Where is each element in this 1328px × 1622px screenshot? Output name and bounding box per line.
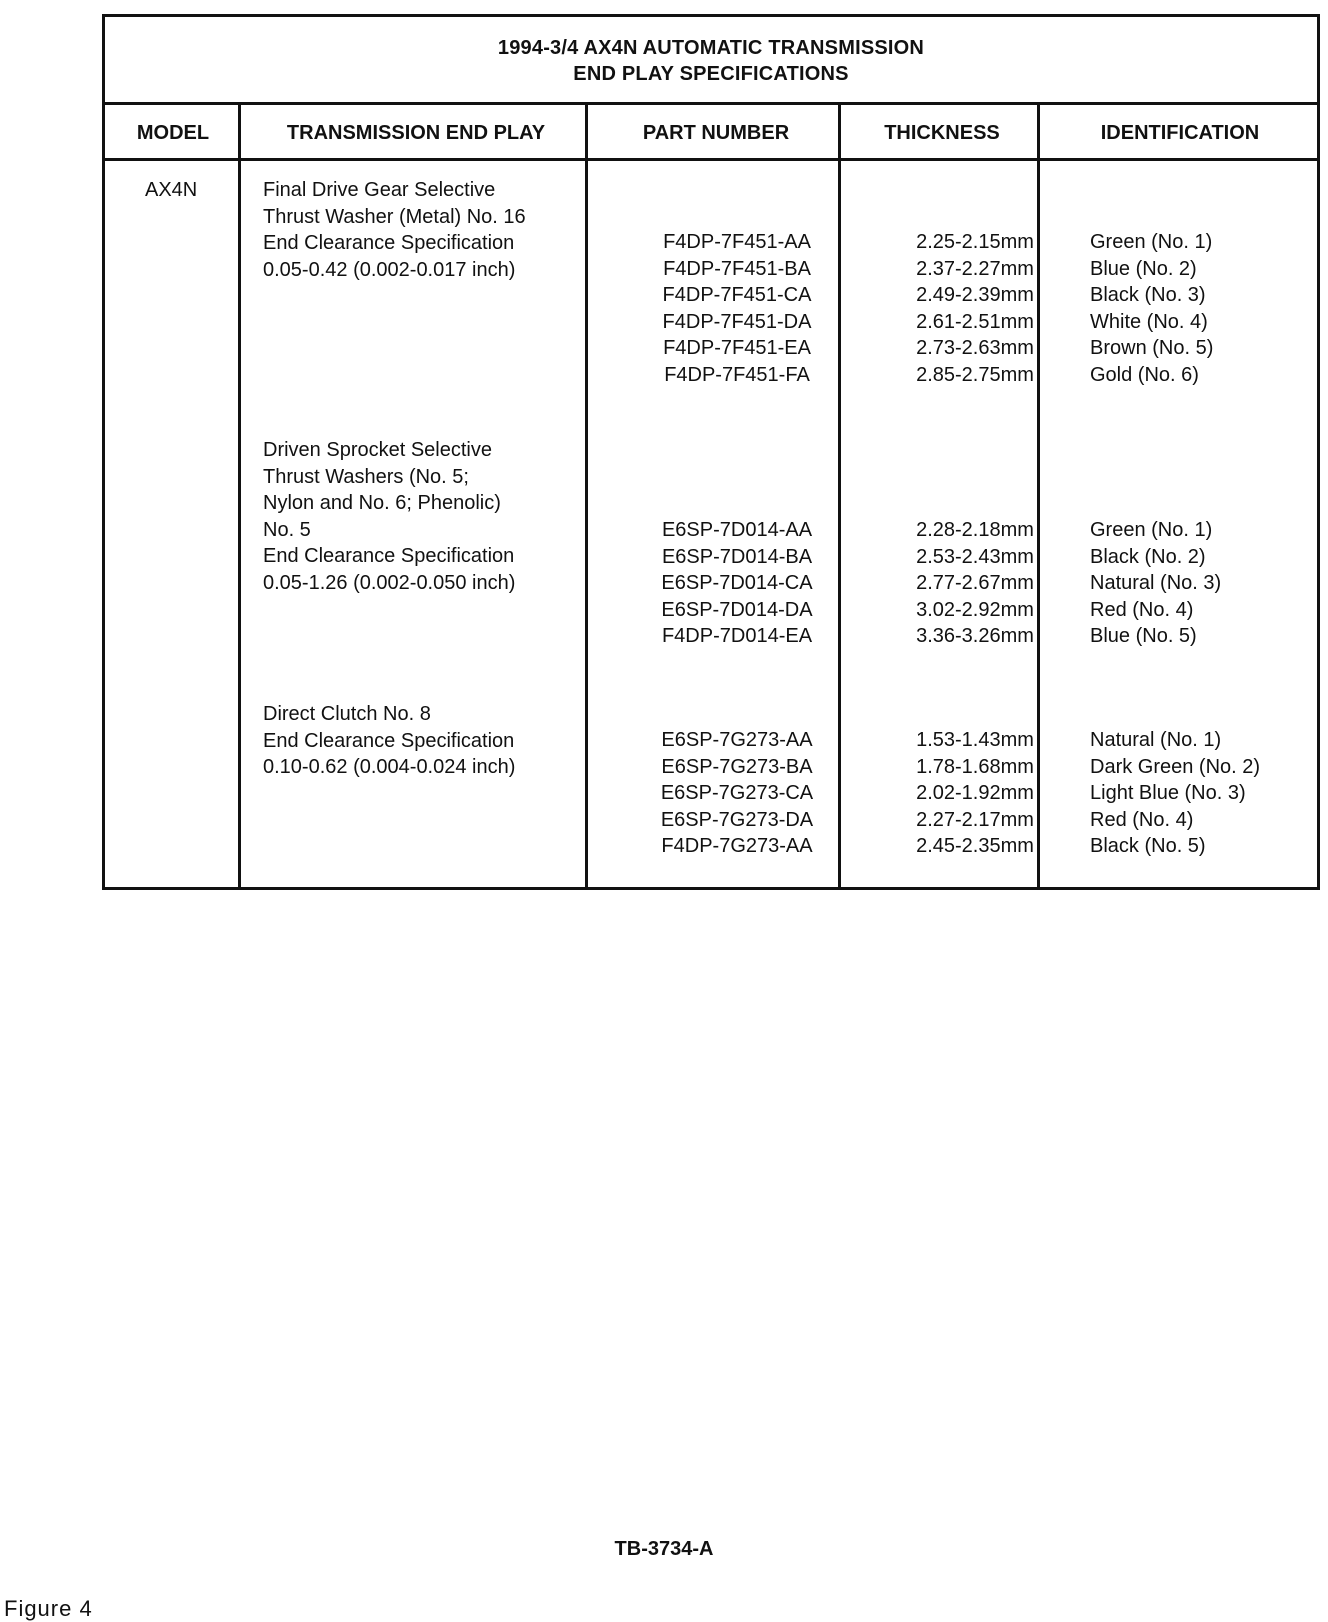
header-part-number: PART NUMBER [642, 121, 790, 144]
group-thickness: 2.28-2.18mm 2.53-2.43mm 2.77-2.67mm 3.02-2.92mm 3.36-3.26mm [916, 519, 1034, 648]
table-header-row [105, 105, 1317, 161]
group-description: Driven Sprocket Selective Thrust Washers (No. 5; Nylon and No. 6; Phenolic) No. 5 End Clearance Specification 0.05-1.26 (0.002-0.050 inch) [263, 439, 516, 594]
end-play-spec-table [102, 14, 1320, 890]
header-model: MODEL [136, 121, 210, 144]
column-divider [585, 105, 588, 887]
group-part-numbers: E6SP-7G273-AA E6SP-7G273-BA E6SP-7G273-CA E6SP-7G273-DA F4DP-7G273-AA [660, 729, 814, 858]
group-part-numbers: E6SP-7D014-AA E6SP-7D014-BA E6SP-7D014-CA E6SP-7D014-DA F4DP-7D014-EA [661, 519, 813, 648]
table-title-line2: END PLAY SPECIFICATIONS [573, 63, 849, 85]
table-title-line1: 1994-3/4 AX4N AUTOMATIC TRANSMISSION [497, 37, 925, 59]
document-number: TB-3734-A [614, 1538, 714, 1560]
group-description: Final Drive Gear Selective Thrust Washer (Metal) No. 16 End Clearance Specification 0.05-0.42 (0.002-0.017 inch) [263, 179, 526, 281]
header-thickness: THICKNESS [884, 121, 1000, 144]
figure-label: Figure 4 [4, 1596, 93, 1621]
header-identification: IDENTIFICATION [1100, 121, 1260, 144]
group-thickness: 2.25-2.15mm 2.37-2.27mm 2.49-2.39mm 2.61-2.51mm 2.73-2.63mm 2.85-2.75mm [916, 231, 1034, 386]
group-identification: Green (No. 1) Blue (No. 2) Black (No. 3) White (No. 4) Brown (No. 5) Gold (No. 6) [1090, 231, 1214, 386]
column-divider [238, 105, 241, 887]
model-cell: AX4N [145, 179, 198, 201]
header-end-play: TRANSMISSION END PLAY [286, 121, 546, 144]
table-title [105, 17, 1317, 105]
group-description: Direct Clutch No. 8 End Clearance Specification 0.10-0.62 (0.004-0.024 inch) [263, 703, 516, 779]
group-part-numbers: F4DP-7F451-AA F4DP-7F451-BA F4DP-7F451-CA F4DP-7F451-DA F4DP-7F451-EA F4DP-7F451-FA [662, 231, 812, 386]
group-thickness: 1.53-1.43mm 1.78-1.68mm 2.02-1.92mm 2.27-2.17mm 2.45-2.35mm [916, 729, 1034, 858]
group-identification: Natural (No. 1) Dark Green (No. 2) Light Blue (No. 3) Red (No. 4) Black (No. 5) [1090, 729, 1261, 858]
group-identification: Green (No. 1) Black (No. 2) Natural (No. 3) Red (No. 4) Blue (No. 5) [1090, 519, 1222, 648]
